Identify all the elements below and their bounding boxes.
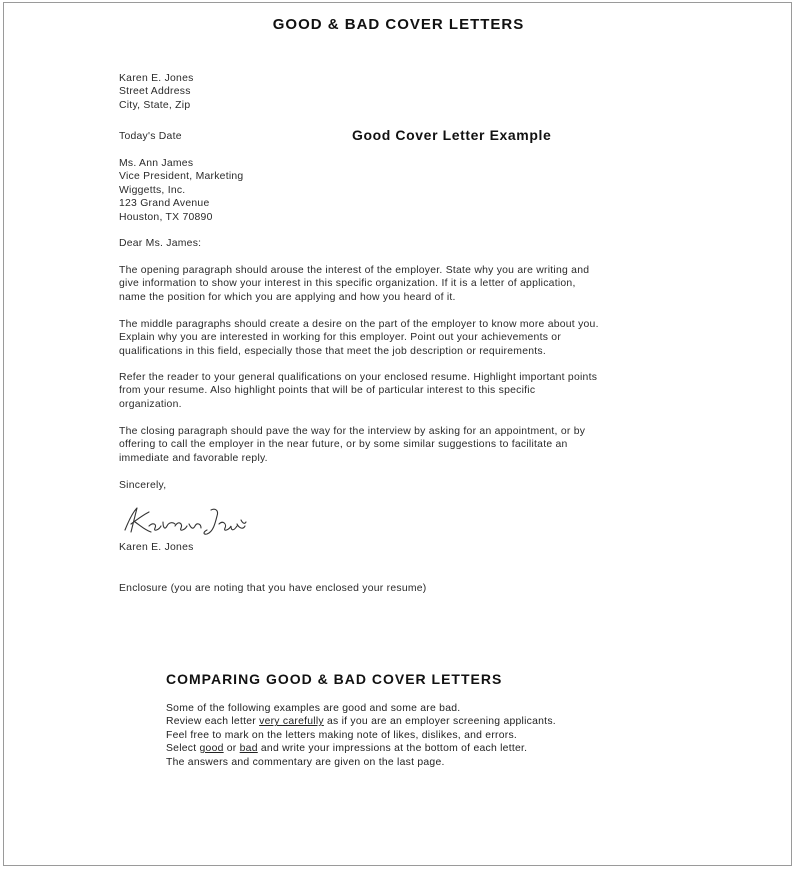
paragraph-line: immediate and favorable reply. [119,452,268,464]
underlined-bad: bad [239,743,258,755]
sender-address [119,72,194,112]
recipient-title: Vice President, Marketing [119,171,244,183]
paragraph-line: offering to call the employer in the near future, or by some similar suggestions to facilitate an [119,439,568,451]
paragraph-line: name the position for which you are applying and how you heard of it. [119,291,456,303]
letter-date: Today's Date [119,131,182,142]
instruction-text: or [223,743,240,755]
closing: Sincerely, [119,480,167,491]
recipient-city: Houston, TX 70890 [119,211,213,223]
instruction-text: and write your impressions at the bottom of each letter. [257,743,528,755]
enclosure-note: Enclosure (you are noting that you have enclosed your resume) [119,583,427,594]
instruction-text: Review each letter [166,716,260,728]
instruction-text: as if you are an employer screening applicants. [323,716,556,728]
recipient-name: Ms. Ann James [119,158,194,169]
instruction-text: Select [166,743,200,755]
paragraph-line: The opening paragraph should arouse the interest of the employer. State why you are writing and [119,265,590,276]
signature-scribble [119,502,249,538]
signed-name: Karen E. Jones [119,542,194,553]
underlined-emphasis: very carefully [259,716,324,728]
page-title: GOOD & BAD COVER LETTERS [272,16,525,33]
recipient-address [119,157,243,224]
paragraph-line: qualifications in this field, especially those that meet the job description or requirements. [119,345,546,357]
paragraph-line: Refer the reader to your general qualifications on your enclosed resume. Highlight important points [119,372,598,383]
sender-street: Street Address [119,86,191,98]
instruction-line: Some of the following examples are good and some are bad. [166,703,461,714]
paragraph [119,425,585,465]
instruction-line [166,742,556,755]
compare-section-title: COMPARING GOOD & BAD COVER LETTERS [166,671,503,687]
paragraph-line: Explain why you are interested in working for this employer. Point out your achievements or [119,332,562,344]
underlined-good: good [199,743,224,755]
sender-name: Karen E. Jones [119,73,194,84]
paragraph [119,318,599,358]
paragraph-line: organization. [119,398,182,410]
salutation: Dear Ms. James: [119,238,202,249]
paragraph [119,371,597,411]
instruction-line [166,715,556,728]
sender-city: City, State, Zip [119,99,191,111]
instruction-line: The answers and commentary are given on the last page. [166,756,445,768]
compare-instructions [166,702,556,769]
paragraph-line: The middle paragraphs should create a desire on the part of the employer to know more about you. [119,319,599,330]
paragraph-line: give information to show your interest in this specific organization. If it is a letter of application, [119,278,576,290]
recipient-street: 123 Grand Avenue [119,198,210,210]
handwritten-signature [119,502,249,543]
paragraph-line: The closing paragraph should pave the way for the interview by asking for an appointment, or by [119,426,586,437]
paragraph [119,264,589,304]
recipient-company: Wiggetts, Inc. [119,184,186,196]
paragraph-line: from your resume. Also highlight points that will be of particular interest to this specific [119,385,536,397]
instruction-line: Feel free to mark on the letters making note of likes, dislikes, and errors. [166,729,518,741]
example-heading: Good Cover Letter Example [352,127,552,143]
